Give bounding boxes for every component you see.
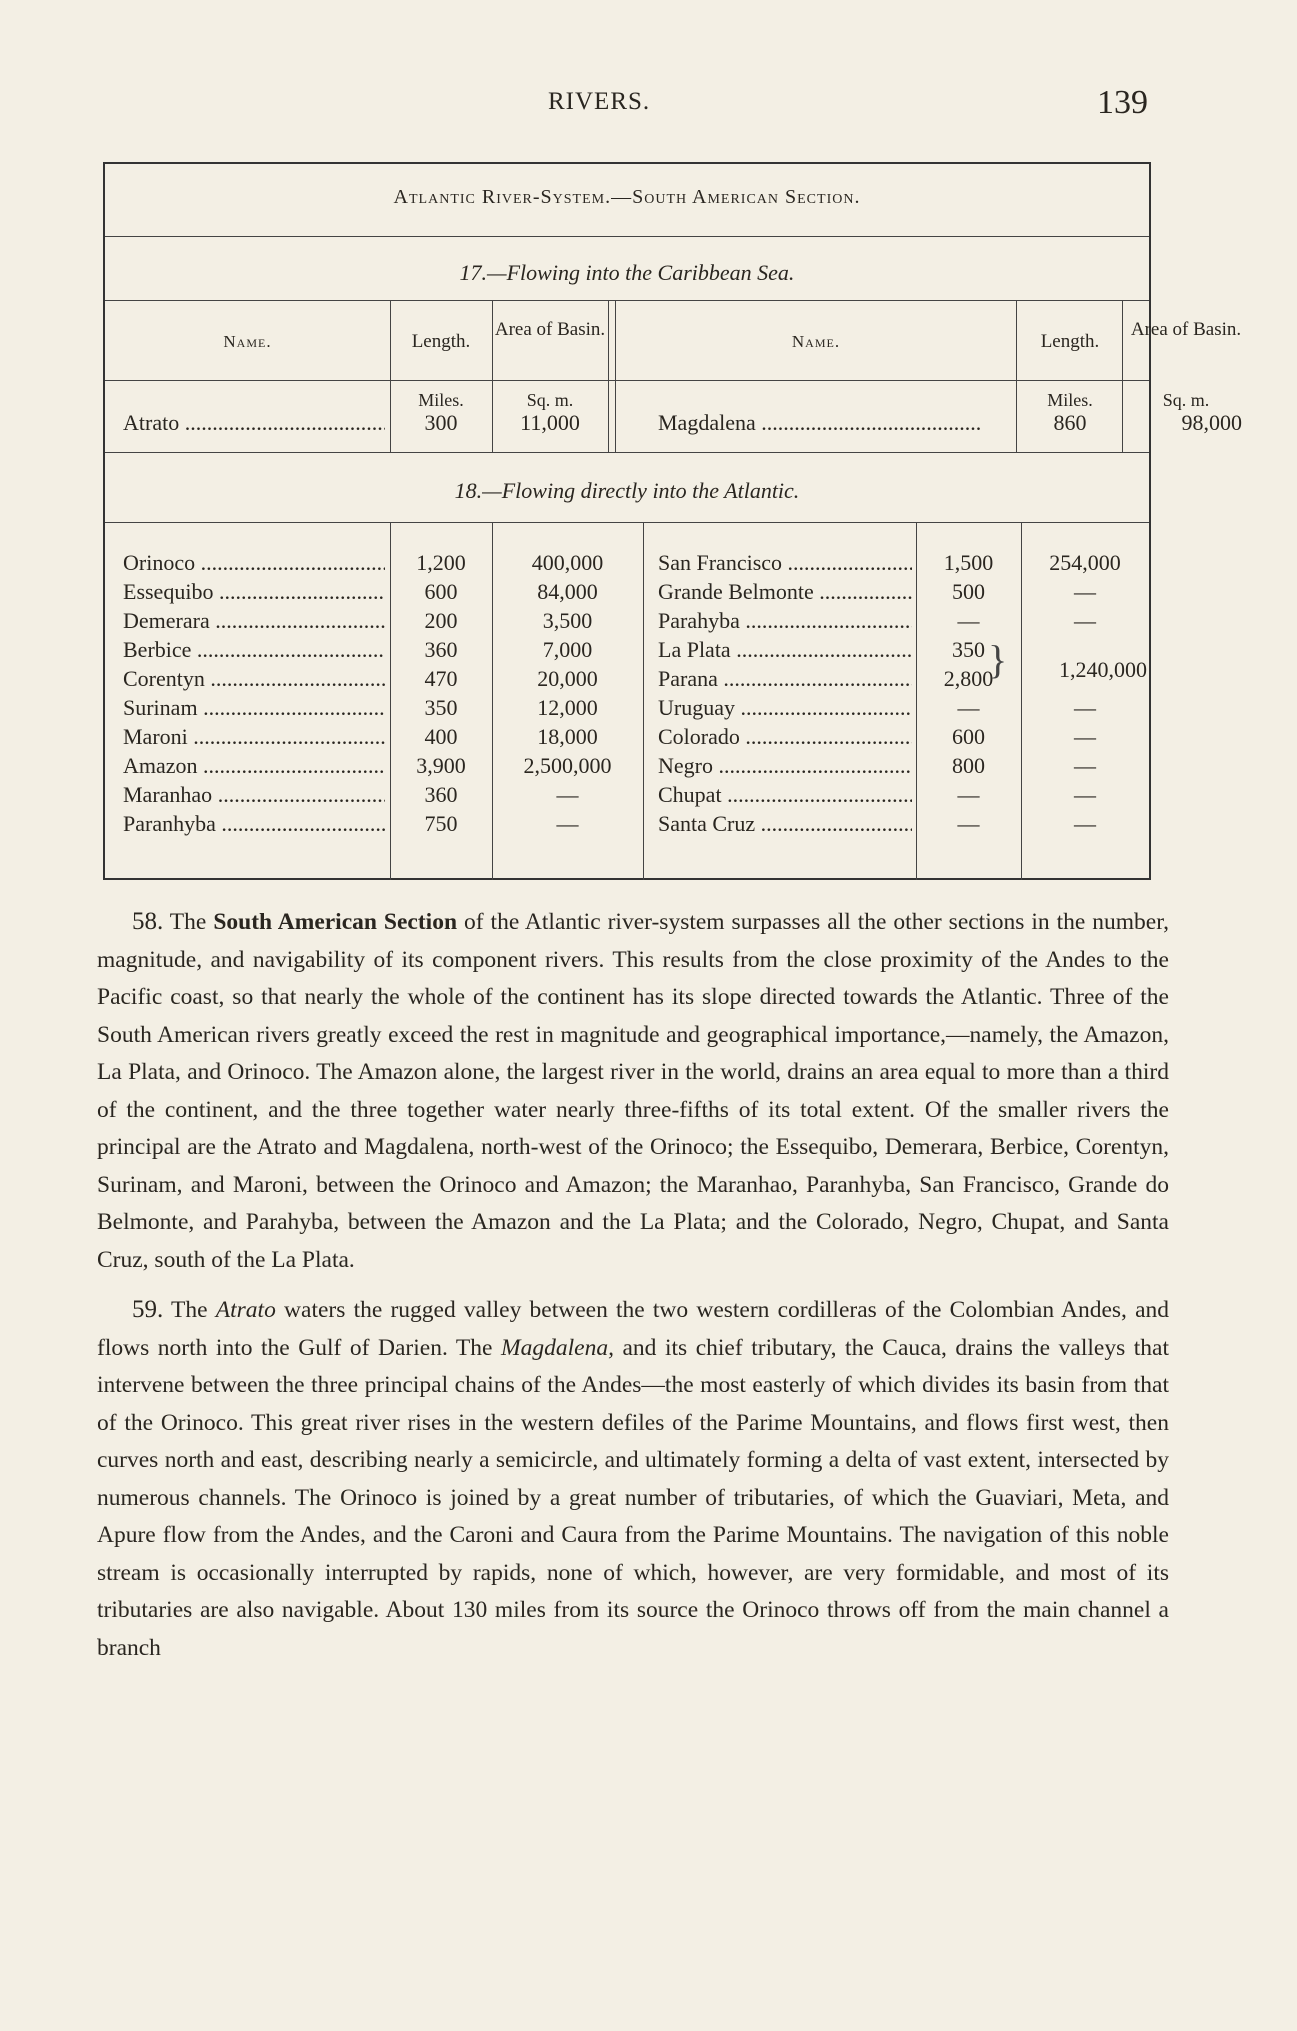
page-number: 139 [1097, 84, 1148, 121]
paragraph-number: 59. [132, 1296, 164, 1323]
river-area: 84,000 [537, 579, 598, 604]
table-title: Atlantic River-System.—South American Section. [393, 186, 861, 208]
river-name: Orinoco ..... [123, 548, 385, 577]
col-head-name-right: Name. [791, 332, 841, 351]
river-area: — [1074, 811, 1096, 836]
river-length: 300 [424, 410, 458, 435]
table-rule [608, 300, 609, 452]
table-rule [105, 300, 1149, 301]
table-rule [615, 300, 616, 452]
river-name: Santa Cruz ..... [658, 809, 912, 838]
section-18-heading: 18.—Flowing directly into the Atlantic. [454, 478, 800, 503]
river-length: 470 [424, 666, 458, 691]
river-name: La Plata ..... [658, 635, 912, 664]
river-name: Magdalena ..... [658, 408, 1013, 437]
river-name: Amazon ..... [123, 751, 385, 780]
body-text [97, 903, 1169, 1667]
paragraph-number: 58. [132, 908, 164, 935]
paragraph-text: waters the rugged valley between the two western cordilleras of the Colombian Andes, and flows north into the Gulf of Darien. The [97, 1297, 1170, 1361]
table-rule [1016, 300, 1017, 452]
river-length: 600 [424, 579, 458, 604]
river-length: 500 [952, 579, 985, 604]
river-name: Atrato ..... [123, 408, 385, 437]
unit-miles-right: Miles. [1047, 390, 1093, 410]
river-name: Paranhyba ..... [123, 809, 385, 838]
river-name: Negro ..... [658, 751, 912, 780]
river-length: 350 [952, 637, 985, 662]
river-name: Grande Belmonte ..... [658, 577, 912, 606]
river-name: Parahyba ..... [658, 606, 912, 635]
col-head-length-right: Length. [1040, 331, 1100, 352]
river-length: 3,900 [416, 753, 466, 778]
running-title: RIVERS. [548, 88, 651, 115]
river-area: 7,000 [542, 637, 593, 662]
river-name: Colorado ..... [658, 722, 912, 751]
italic-term: Atrato [215, 1297, 276, 1323]
river-length: 800 [952, 753, 985, 778]
river-length: 200 [424, 608, 458, 633]
table-rule [1021, 522, 1022, 880]
river-name: Maranhao ..... [123, 780, 385, 809]
river-area: 3,500 [542, 608, 593, 633]
river-length: 2,800 [943, 666, 994, 691]
italic-term: Magdalena, [501, 1334, 614, 1361]
unit-miles-left: Miles. [418, 390, 464, 410]
table-rule [105, 236, 1149, 237]
table-rule [1122, 300, 1123, 452]
table-rule [492, 522, 493, 880]
river-length: 1,500 [943, 550, 994, 575]
table-rule [916, 522, 917, 880]
river-length: 1,200 [416, 550, 466, 575]
river-length: 360 [424, 637, 458, 662]
bold-term: South American Section [213, 909, 458, 935]
paragraph-text: and its chief tributary, the Cauca, drains the valleys that intervene between the three principal chains of the Andes—the most easterly of which divides its basin from that of the Orinoco. This great river rises in the western defiles of the Parime Mountains, and flows first west, then curves north and east, describing nearly a semicircle, and ultimately forming a delta of vast extent, intersected by numerous channels. The Orinoco is joined by a great number of tributaries, of which the Guaviari, Meta, and Apure flow from the Andes, and the Caroni and Caura from the Parime Mountains. The navigation of this noble stream is occasionally interrupted by rapids, none of which, however, are very formidable, and most of its tributaries are also navigable. About 130 miles from its source the Orinoco throws off from the main channel a branch [97, 1334, 1170, 1661]
river-area: 2,500,000 [523, 753, 612, 778]
river-area: — [556, 811, 579, 836]
river-name: San Francisco ..... [658, 548, 912, 577]
river-name: Maroni ..... [123, 722, 385, 751]
river-length: 750 [424, 811, 458, 836]
river-name: Parana ..... [658, 664, 912, 693]
river-area: 400,000 [531, 550, 604, 575]
river-length: 360 [424, 782, 458, 807]
paragraph-text: of the Atlantic river-system surpasses all the other sections in the number, magnitude, and navigability of its component rivers. This results from the close proximity of the Andes to the Pacific coast, so that nearly the whole of the continent has its slope directed towards the Atlantic. Three of the South American rivers greatly exceed the rest in magnitude and geographical importance,—namely, the Amazon, La Plata, and Orinoco. The Amazon alone, the largest river in the world, drains an area equal to more than a third of the continent, and the three together water nearly three-fifths of its total extent. Of the smaller rivers the principal are the Atrato and Magdalena, north-west of the Orinoco; the Essequibo, Demerara, Berbice, Corentyn, Surinam, and Maroni, between the Orinoco and Amazon; the Maranhao, Paranhyba, San Francisco, Grande do Belmonte, and Parahyba, between the Amazon and the La Plata; and the Colorado, Negro, Chupat, and Santa Cruz, south of the La Plata. [97, 909, 1169, 1273]
table-rule [643, 522, 644, 880]
river-area: — [1074, 579, 1096, 604]
river-length: 400 [424, 724, 458, 749]
unit-sqm-left: Sq. m. [526, 390, 574, 410]
river-length: — [957, 608, 980, 633]
col-head-length-left: Length. [411, 331, 471, 352]
river-area: 11,000 [520, 410, 580, 435]
river-area: — [1074, 608, 1096, 633]
section-17-heading: 17.—Flowing into the Caribbean Sea. [459, 260, 795, 285]
river-name: Uruguay ..... [658, 693, 912, 722]
river-name: Demerara ..... [123, 606, 385, 635]
river-area: 18,000 [537, 724, 598, 749]
river-area: — [1074, 782, 1096, 807]
paragraph-lead: The [169, 909, 207, 935]
table-rule [390, 522, 391, 880]
river-length: 860 [1053, 410, 1087, 435]
col-head-name-left: Name. [223, 332, 272, 351]
river-area: — [1074, 695, 1096, 720]
table-rule [105, 452, 1149, 453]
river-length: — [957, 811, 980, 836]
col-head-area-left: Area of Basin. [494, 319, 606, 340]
river-area: — [556, 782, 579, 807]
paragraph-59 [97, 1291, 1169, 1667]
river-table [103, 162, 1242, 880]
col-head-area-right: Area of Basin. [1130, 319, 1242, 340]
page-header [0, 82, 1297, 122]
river-area: — [1074, 753, 1096, 778]
river-area: — [1074, 724, 1096, 749]
river-area: 254,000 [1049, 550, 1121, 575]
table-rule [492, 300, 493, 452]
river-area: 12,000 [537, 695, 598, 720]
table-rule [105, 380, 1149, 381]
paragraph-lead: The [171, 1297, 208, 1323]
river-name: Berbice ..... [123, 635, 385, 664]
river-length: 350 [424, 695, 458, 720]
brace: } [988, 637, 1008, 682]
river-area: 1,240,000 [1059, 657, 1147, 682]
paragraph-58 [97, 903, 1169, 1279]
river-length: 600 [952, 724, 985, 749]
river-length: — [957, 782, 980, 807]
river-length: — [957, 695, 980, 720]
unit-sqm-right: Sq. m. [1162, 390, 1210, 410]
river-area: 20,000 [537, 666, 598, 691]
river-name: Chupat ..... [658, 780, 912, 809]
river-name: Corentyn ..... [123, 664, 385, 693]
river-name: Surinam ..... [123, 693, 385, 722]
river-name: Essequibo ..... [123, 577, 385, 606]
table-rule [390, 300, 391, 452]
river-area: 98,000 [1181, 410, 1242, 435]
table-rule [105, 522, 1149, 523]
